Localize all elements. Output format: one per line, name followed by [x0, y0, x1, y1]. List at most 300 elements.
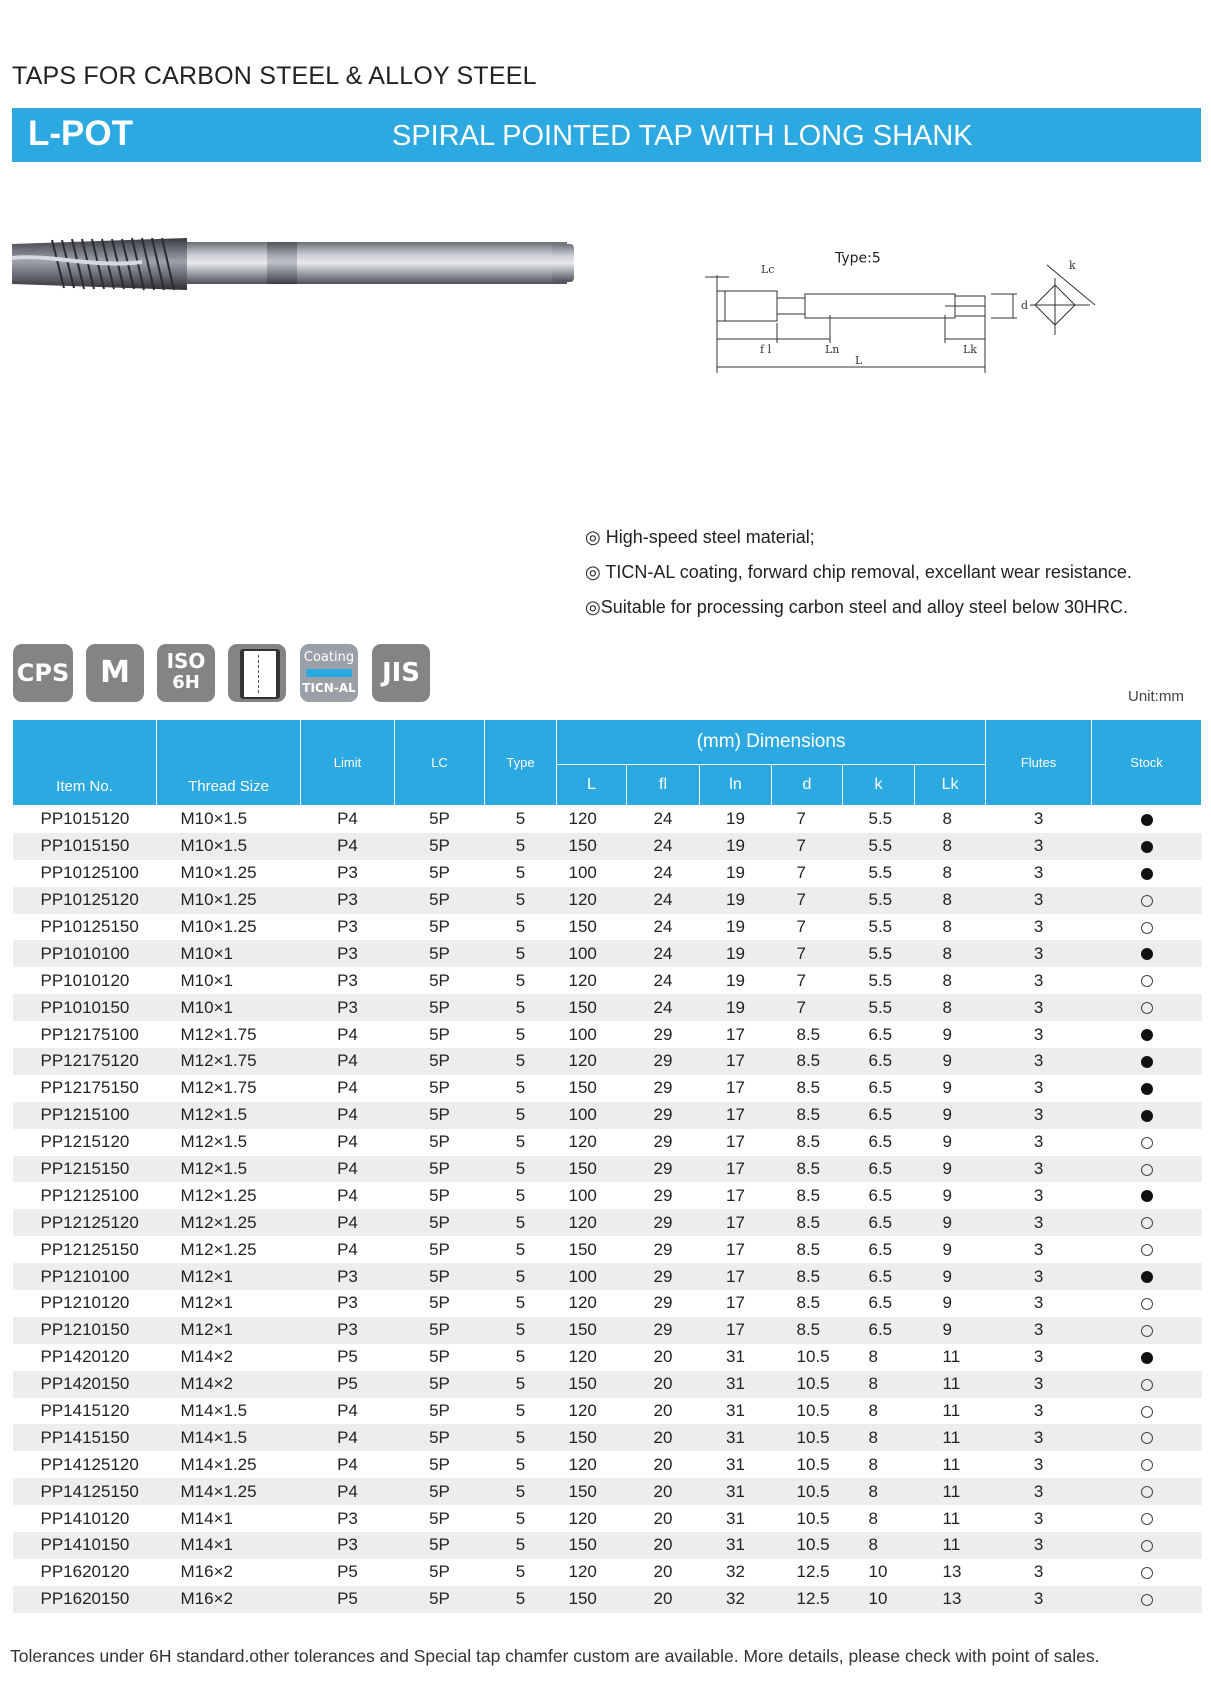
cell-dim-d: 7 — [796, 970, 806, 990]
cell-dim-l: 120 — [568, 1293, 597, 1313]
col-item-no: Item No. — [13, 720, 157, 806]
cell-dim-lk: 9 — [915, 1317, 986, 1344]
out-of-stock-icon — [1141, 895, 1153, 907]
cell-dim-d: 8.5 — [772, 1102, 843, 1129]
cell-dim-ln: 19 — [726, 970, 745, 990]
cell-dim-k: 6.5 — [868, 1024, 893, 1044]
thread-profile-icon — [240, 649, 280, 699]
cell-type: 5 — [485, 1156, 557, 1183]
cell-type: 5 — [485, 1209, 557, 1236]
cell-dim-k: 5.5 — [868, 809, 893, 829]
cell-dim-k: 8 — [868, 1401, 878, 1421]
cell-lc: 5P — [395, 1478, 485, 1505]
out-of-stock-icon — [1141, 1513, 1153, 1525]
cell-limit: P4 — [337, 1024, 358, 1044]
cell-dim-lk: 9 — [915, 1263, 986, 1290]
cell-dim-l: 150 — [557, 1317, 627, 1344]
table-row — [13, 1156, 1202, 1183]
cell-item-no: PP1410120 — [40, 1508, 130, 1528]
cell-thread-size: M14×2 — [180, 1347, 233, 1367]
table-row — [13, 1182, 1202, 1209]
cell-dim-ln: 17 — [700, 1209, 772, 1236]
out-of-stock-icon — [1141, 1486, 1153, 1498]
table-row — [13, 1075, 1202, 1102]
cell-dim-k: 5.5 — [843, 833, 915, 860]
cell-dim-k: 5.5 — [868, 917, 893, 936]
in-stock-icon — [1141, 948, 1153, 960]
cell-item-no: PP1015150 — [13, 833, 157, 860]
cell-thread-size: M12×1 — [157, 1317, 301, 1344]
cell-dim-l: 100 — [557, 1102, 627, 1129]
cell-item-no: PP12125150 — [40, 1239, 139, 1259]
cell-dim-fl: 29 — [627, 1102, 700, 1129]
cell-thread-size: M10×1 — [180, 970, 233, 990]
cell-limit: P4 — [337, 1185, 358, 1205]
cell-dim-fl: 20 — [653, 1454, 673, 1474]
cell-dim-lk: 9 — [942, 1132, 952, 1152]
cell-dim-d: 7 — [796, 863, 806, 883]
drawing-label-d: d — [1021, 299, 1029, 312]
cell-flutes: 3 — [986, 1317, 1092, 1344]
cell-thread-size: M12×1.75 — [157, 1048, 301, 1075]
out-of-stock-icon — [1141, 1002, 1153, 1014]
col-dimensions: (mm) Dimensions — [557, 720, 986, 765]
cell-dim-ln: 31 — [700, 1478, 772, 1505]
cell-dim-l: 120 — [568, 809, 597, 829]
cell-stock — [1092, 1156, 1202, 1183]
cell-lc: 5P — [395, 1424, 485, 1451]
cell-dim-l: 100 — [568, 863, 597, 883]
cell-dim-d: 8.5 — [796, 1024, 821, 1044]
table-row — [13, 1102, 1202, 1129]
cell-limit: P4 — [337, 1401, 358, 1421]
cell-lc: 5P — [395, 1317, 485, 1344]
cell-lc: 5P — [429, 1562, 450, 1582]
cell-dim-l: 100 — [557, 940, 627, 967]
cell-dim-ln: 19 — [700, 940, 772, 967]
cell-dim-fl: 24 — [627, 833, 700, 860]
table-row — [13, 1021, 1202, 1048]
cell-dim-lk: 9 — [915, 1156, 986, 1183]
col-lc: LC — [395, 720, 485, 806]
cell-thread-size: M14×2 — [157, 1371, 301, 1398]
table-row — [13, 1209, 1202, 1236]
spec-table — [12, 719, 1202, 1613]
cell-dim-d: 8.5 — [772, 1317, 843, 1344]
cell-dim-l: 150 — [557, 1371, 627, 1398]
cell-item-no: PP1620150 — [13, 1586, 157, 1613]
drawing-label-lc: Lc — [761, 263, 775, 276]
table-row — [13, 833, 1202, 860]
table-row — [13, 1505, 1202, 1532]
cell-dim-k: 10 — [868, 1562, 888, 1582]
out-of-stock-icon — [1141, 1540, 1153, 1552]
cell-dim-k: 5.5 — [843, 940, 915, 967]
cell-type: 5 — [485, 1102, 557, 1129]
badge-coating-bottom: TICN-AL — [302, 681, 356, 695]
cell-limit: P4 — [301, 1478, 395, 1505]
out-of-stock-icon — [1141, 922, 1153, 934]
table-row — [13, 887, 1202, 914]
cell-flutes: 3 — [1033, 809, 1044, 829]
cell-dim-ln: 31 — [726, 1508, 745, 1528]
cell-lc: 5P — [429, 1024, 450, 1044]
feature-item: ◎ High-speed steel material; — [585, 527, 815, 547]
cell-type: 5 — [485, 1048, 557, 1075]
cell-thread-size: M10×1.5 — [180, 809, 248, 829]
cell-dim-fl: 24 — [627, 994, 700, 1021]
cell-limit: P4 — [301, 1156, 395, 1183]
cell-stock — [1092, 1559, 1202, 1586]
cell-dim-fl: 24 — [627, 887, 700, 914]
cell-dim-fl: 24 — [653, 809, 673, 829]
cell-dim-ln: 19 — [726, 863, 745, 883]
cell-type: 5 — [485, 1371, 557, 1398]
cell-type: 5 — [515, 1562, 526, 1582]
cell-stock — [1092, 833, 1202, 860]
cell-dim-d: 12.5 — [796, 1562, 830, 1582]
cell-dim-k: 8 — [843, 1532, 915, 1559]
cell-dim-k: 8 — [868, 1454, 878, 1474]
cell-limit: P4 — [337, 1078, 358, 1098]
cell-limit: P3 — [337, 1508, 358, 1528]
cell-dim-l: 120 — [568, 1508, 597, 1528]
cell-limit: P3 — [301, 1317, 395, 1344]
cell-type: 5 — [485, 1424, 557, 1451]
product-code: L-POT — [28, 114, 133, 153]
cell-item-no: PP1210100 — [13, 1263, 157, 1290]
cell-dim-l: 120 — [568, 1132, 597, 1152]
cell-dim-k: 5.5 — [868, 863, 893, 883]
cell-dim-lk: 8 — [915, 887, 986, 914]
col-type: Type — [485, 720, 557, 806]
table-row — [13, 1048, 1202, 1075]
col-dim-fl: fl — [627, 765, 700, 806]
cell-stock — [1092, 1236, 1202, 1263]
cell-dim-ln: 32 — [726, 1562, 745, 1582]
tap-photo — [12, 228, 577, 300]
cell-item-no: PP1620120 — [40, 1562, 130, 1582]
cell-dim-k: 6.5 — [868, 1293, 893, 1313]
cell-dim-d: 8.5 — [772, 1048, 843, 1075]
cell-dim-ln: 31 — [700, 1371, 772, 1398]
cell-dim-lk: 8 — [942, 917, 952, 936]
cell-stock — [1092, 1182, 1202, 1209]
in-stock-icon — [1141, 1056, 1153, 1068]
cell-stock — [1092, 1532, 1202, 1559]
cell-lc: 5P — [429, 917, 450, 936]
cell-item-no: PP14125120 — [40, 1454, 139, 1474]
feature-item: ◎ TICN-AL coating, forward chip removal, excellant wear resistance. — [585, 562, 1132, 582]
cell-type: 5 — [515, 1401, 526, 1421]
cell-type: 5 — [485, 1586, 557, 1613]
cell-item-no: PP1215150 — [13, 1156, 157, 1183]
drawing-label-k: k — [1069, 259, 1076, 272]
cell-item-no: PP10125100 — [40, 863, 139, 883]
cell-stock — [1092, 1075, 1202, 1102]
footnote: Tolerances under 6H standard.other tolerances and Special tap chamfer custom are available. More details, please check with point of sales. — [10, 1646, 1100, 1666]
cell-stock — [1092, 1290, 1202, 1317]
cell-dim-fl: 20 — [627, 1586, 700, 1613]
cell-lc: 5P — [395, 887, 485, 914]
cell-dim-ln: 17 — [726, 1132, 745, 1152]
out-of-stock-icon — [1141, 1244, 1153, 1256]
cell-dim-fl: 29 — [627, 1317, 700, 1344]
cell-dim-l: 150 — [557, 1532, 627, 1559]
cell-type: 5 — [515, 863, 526, 883]
cell-flutes: 3 — [986, 1263, 1092, 1290]
cell-dim-l: 100 — [568, 1185, 597, 1205]
cell-dim-k: 8 — [843, 1371, 915, 1398]
cell-dim-lk: 11 — [915, 1478, 986, 1505]
cell-item-no: PP12175150 — [40, 1078, 139, 1098]
table-row — [13, 1317, 1202, 1344]
cell-dim-k: 6.5 — [868, 1239, 893, 1259]
cell-dim-fl: 20 — [627, 1371, 700, 1398]
feature-item: ◎Suitable for processing carbon steel and alloy steel below 30HRC. — [585, 597, 1128, 617]
cell-type: 5 — [515, 917, 526, 936]
out-of-stock-icon — [1141, 1459, 1153, 1471]
out-of-stock-icon — [1141, 1594, 1153, 1606]
cell-type: 5 — [515, 1132, 526, 1152]
cell-lc: 5P — [395, 1048, 485, 1075]
badge-m — [86, 644, 144, 702]
technical-drawing — [695, 243, 1125, 385]
col-limit: Limit — [301, 720, 395, 806]
cell-type: 5 — [485, 1317, 557, 1344]
table-row — [13, 1398, 1202, 1425]
cell-item-no: PP1210150 — [13, 1317, 157, 1344]
cell-limit: P3 — [301, 994, 395, 1021]
cell-dim-l: 100 — [557, 1263, 627, 1290]
cell-flutes: 3 — [1033, 1562, 1044, 1582]
table-row — [13, 1344, 1202, 1371]
table-row — [13, 914, 1202, 941]
cell-item-no: PP1415120 — [40, 1401, 130, 1421]
table-row — [13, 860, 1202, 887]
table-row — [13, 1532, 1202, 1559]
cell-dim-lk: 9 — [942, 1078, 952, 1098]
cell-dim-k: 8 — [868, 1347, 878, 1367]
cell-lc: 5P — [429, 1239, 450, 1259]
table-row — [13, 1236, 1202, 1263]
cell-dim-lk: 8 — [915, 833, 986, 860]
cell-type: 5 — [515, 1185, 526, 1205]
cell-lc: 5P — [395, 1102, 485, 1129]
out-of-stock-icon — [1141, 1432, 1153, 1444]
cell-dim-l: 120 — [568, 1347, 597, 1367]
in-stock-icon — [1141, 814, 1153, 826]
cell-flutes: 3 — [1033, 1401, 1044, 1421]
cell-stock — [1092, 860, 1202, 887]
cell-thread-size: M14×1 — [180, 1508, 233, 1528]
cell-dim-lk: 8 — [915, 940, 986, 967]
cell-dim-l: 120 — [568, 970, 597, 990]
cell-type: 5 — [485, 1532, 557, 1559]
cell-stock — [1092, 1048, 1202, 1075]
cell-stock — [1092, 887, 1202, 914]
cell-thread-size: M14×1.25 — [157, 1478, 301, 1505]
badge-iso — [157, 644, 215, 702]
cell-dim-ln: 17 — [726, 1185, 745, 1205]
table-row — [13, 1586, 1202, 1613]
cell-dim-d: 10.5 — [772, 1371, 843, 1398]
cell-lc: 5P — [395, 1263, 485, 1290]
cell-thread-size: M10×1.25 — [157, 887, 301, 914]
cell-dim-fl: 29 — [627, 1156, 700, 1183]
cell-dim-ln: 17 — [700, 1102, 772, 1129]
cell-thread-size: M10×1.25 — [180, 863, 257, 883]
col-stock: Stock — [1092, 720, 1202, 806]
cell-dim-d: 8.5 — [772, 1209, 843, 1236]
drawing-label-l: L — [855, 354, 863, 367]
cell-dim-d: 10.5 — [796, 1401, 830, 1421]
cell-stock — [1092, 1398, 1202, 1425]
cell-stock — [1092, 1102, 1202, 1129]
cell-dim-l: 150 — [568, 1239, 597, 1259]
cell-dim-k: 5.5 — [843, 994, 915, 1021]
cell-thread-size: M12×1 — [157, 1263, 301, 1290]
cell-dim-lk: 8 — [942, 863, 952, 883]
cell-flutes: 3 — [986, 940, 1092, 967]
cell-flutes: 3 — [1033, 1239, 1044, 1259]
cell-flutes: 3 — [986, 1156, 1092, 1183]
cell-limit: P3 — [301, 1263, 395, 1290]
product-name: SPIRAL POINTED TAP WITH LONG SHANK — [392, 120, 973, 152]
cell-dim-lk: 11 — [942, 1454, 961, 1474]
cell-dim-d: 7 — [772, 940, 843, 967]
cell-dim-lk: 9 — [915, 1209, 986, 1236]
cell-dim-lk: 9 — [915, 1048, 986, 1075]
table-row — [13, 1263, 1202, 1290]
cell-dim-fl: 20 — [653, 1562, 673, 1582]
cell-dim-lk: 11 — [942, 1401, 961, 1421]
cell-thread-size: M12×1.75 — [180, 1024, 257, 1044]
cell-stock — [1092, 1451, 1202, 1478]
cell-dim-k: 8 — [868, 1508, 878, 1528]
badge-cps-label: CPS — [16, 659, 70, 687]
table-row — [13, 1559, 1202, 1586]
cell-thread-size: M14×1 — [157, 1532, 301, 1559]
cell-dim-fl: 24 — [627, 940, 700, 967]
cell-dim-l: 120 — [557, 1209, 627, 1236]
cell-stock — [1092, 1505, 1202, 1532]
cell-stock — [1092, 1317, 1202, 1344]
cell-item-no: PP1410150 — [13, 1532, 157, 1559]
badge-coating-top: Coating — [303, 650, 355, 665]
cell-thread-size: M10×1.5 — [157, 833, 301, 860]
cell-stock — [1092, 1021, 1202, 1048]
cell-dim-ln: 19 — [700, 833, 772, 860]
cell-dim-ln: 19 — [700, 994, 772, 1021]
out-of-stock-icon — [1141, 1298, 1153, 1310]
badge-jis-label: JIS — [381, 658, 421, 688]
cell-flutes: 3 — [986, 1371, 1092, 1398]
cell-item-no: PP1420150 — [13, 1371, 157, 1398]
in-stock-icon — [1141, 1352, 1153, 1364]
cell-thread-size: M12×1.25 — [180, 1239, 257, 1259]
cell-dim-ln: 31 — [726, 1454, 745, 1474]
cell-flutes: 3 — [986, 887, 1092, 914]
in-stock-icon — [1141, 1271, 1153, 1283]
cell-limit: P5 — [301, 1586, 395, 1613]
cell-item-no: PP1215100 — [13, 1102, 157, 1129]
out-of-stock-icon — [1141, 1379, 1153, 1391]
cell-type: 5 — [515, 1239, 526, 1259]
cell-dim-ln: 17 — [726, 1293, 745, 1313]
cell-dim-ln: 17 — [700, 1317, 772, 1344]
table-row — [13, 806, 1202, 833]
cell-dim-ln: 31 — [726, 1347, 745, 1367]
cell-dim-ln: 17 — [726, 1078, 745, 1098]
cell-flutes: 3 — [1033, 917, 1044, 936]
cell-thread-size: M16×2 — [180, 1562, 233, 1582]
out-of-stock-icon — [1141, 1217, 1153, 1229]
cell-lc: 5P — [395, 833, 485, 860]
col-dim-ln: ln — [700, 765, 772, 806]
cell-limit: P4 — [301, 1424, 395, 1451]
badge-thread-icon — [228, 644, 286, 702]
cell-limit: P3 — [301, 940, 395, 967]
cell-thread-size: M12×1.5 — [157, 1156, 301, 1183]
out-of-stock-icon — [1141, 1137, 1153, 1149]
cell-item-no: PP10125120 — [13, 887, 157, 914]
cell-dim-l: 150 — [557, 833, 627, 860]
feature-list — [585, 520, 1132, 625]
cell-dim-l: 150 — [557, 1156, 627, 1183]
cell-dim-d: 7 — [796, 809, 806, 829]
cell-dim-d: 8.5 — [772, 1156, 843, 1183]
cell-stock — [1092, 967, 1202, 994]
cell-thread-size: M12×1.5 — [157, 1102, 301, 1129]
cell-limit: P3 — [337, 917, 358, 936]
cell-stock — [1092, 806, 1202, 833]
cell-thread-size: M12×1.25 — [180, 1185, 257, 1205]
cell-dim-fl: 20 — [653, 1508, 673, 1528]
cell-dim-fl: 20 — [627, 1424, 700, 1451]
table-row — [13, 1424, 1202, 1451]
in-stock-icon — [1141, 868, 1153, 880]
cell-flutes: 3 — [986, 994, 1092, 1021]
cell-limit: P4 — [301, 1102, 395, 1129]
cell-flutes: 3 — [1033, 970, 1044, 990]
cell-flutes: 3 — [1033, 1185, 1044, 1205]
cell-dim-l: 100 — [568, 1024, 597, 1044]
cell-dim-k: 6.5 — [843, 1209, 915, 1236]
cell-dim-lk: 9 — [942, 1293, 952, 1313]
table-row — [13, 994, 1202, 1021]
drawing-label-lk: Lk — [963, 343, 977, 356]
cell-dim-k: 8 — [843, 1424, 915, 1451]
cell-dim-d: 7 — [772, 833, 843, 860]
cell-limit: P5 — [337, 1562, 358, 1582]
cell-dim-ln: 17 — [726, 1024, 745, 1044]
cell-stock — [1092, 994, 1202, 1021]
out-of-stock-icon — [1141, 1406, 1153, 1418]
cell-thread-size: M12×1.5 — [180, 1132, 248, 1152]
cell-dim-ln: 31 — [700, 1532, 772, 1559]
cell-dim-lk: 13 — [942, 1562, 962, 1582]
cell-stock — [1092, 1344, 1202, 1371]
col-dim-d: d — [772, 765, 843, 806]
cell-item-no: PP1210120 — [40, 1293, 130, 1313]
out-of-stock-icon — [1141, 975, 1153, 987]
cell-stock — [1092, 1424, 1202, 1451]
cell-limit: P4 — [301, 1209, 395, 1236]
cell-dim-fl: 20 — [627, 1532, 700, 1559]
cell-dim-k: 5.5 — [868, 970, 893, 990]
cell-dim-lk: 8 — [942, 970, 952, 990]
